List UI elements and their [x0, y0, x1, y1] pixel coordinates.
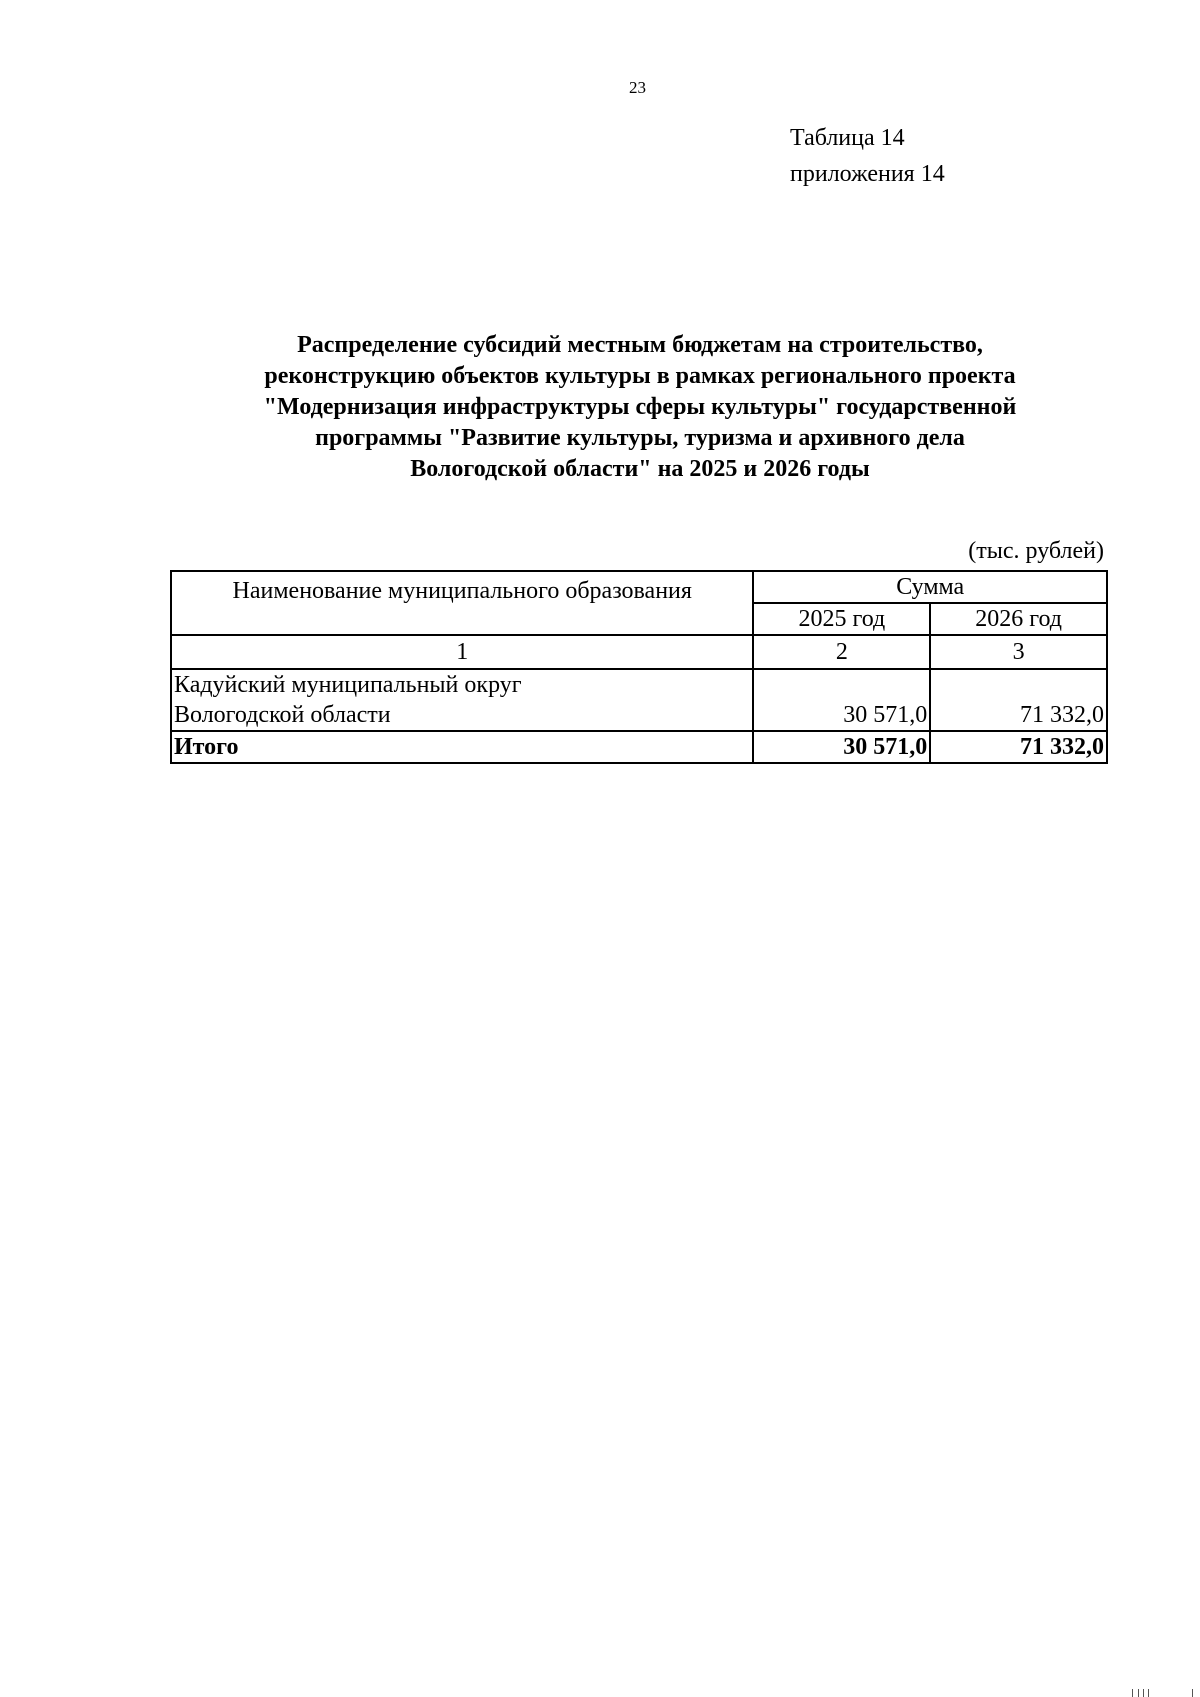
table-header-row	[171, 571, 1107, 603]
total-value-2025: 30 571,0	[753, 731, 930, 763]
subsidy-table	[170, 570, 1108, 764]
column-number: 2	[753, 635, 930, 669]
value-2025: 30 571,0	[753, 669, 930, 731]
header-year-2025: 2025 год	[753, 603, 930, 635]
units-label: (тыс. рублей)	[968, 538, 1104, 564]
table-ref-line2: приложения 14	[790, 161, 945, 187]
municipality-name-line1: Кадуйский муниципальный округ	[174, 672, 522, 698]
table-reference	[790, 120, 945, 192]
municipality-name-line2: Вологодской области	[174, 702, 391, 728]
column-number-row	[171, 635, 1107, 669]
total-row	[171, 731, 1107, 763]
document-title	[200, 330, 1080, 485]
table-row	[171, 669, 1107, 731]
municipality-name	[171, 669, 753, 731]
title-line4: программы "Развитие культуры, туризма и архивного дела	[315, 425, 965, 451]
page-number: 23	[629, 78, 646, 97]
scan-corner-mark	[1080, 1687, 1200, 1697]
title-line3: "Модернизация инфраструктуры сферы культуры" государственной	[263, 394, 1017, 420]
value-2026: 71 332,0	[930, 669, 1107, 731]
title-line1: Распределение субсидий местным бюджетам на строительство,	[297, 332, 983, 358]
title-line5: Вологодской области" на 2025 и 2026 годы	[410, 456, 870, 482]
column-number: 3	[930, 635, 1107, 669]
header-sum: Сумма	[753, 571, 1107, 603]
table-ref-line1: Таблица 14	[790, 125, 905, 151]
title-line2: реконструкцию объектов культуры в рамках регионального проекта	[264, 363, 1016, 389]
header-year-2026: 2026 год	[930, 603, 1107, 635]
header-municipality: Наименование муниципального образования	[171, 571, 753, 635]
total-label: Итого	[171, 731, 753, 763]
column-number: 1	[171, 635, 753, 669]
total-value-2026: 71 332,0	[930, 731, 1107, 763]
